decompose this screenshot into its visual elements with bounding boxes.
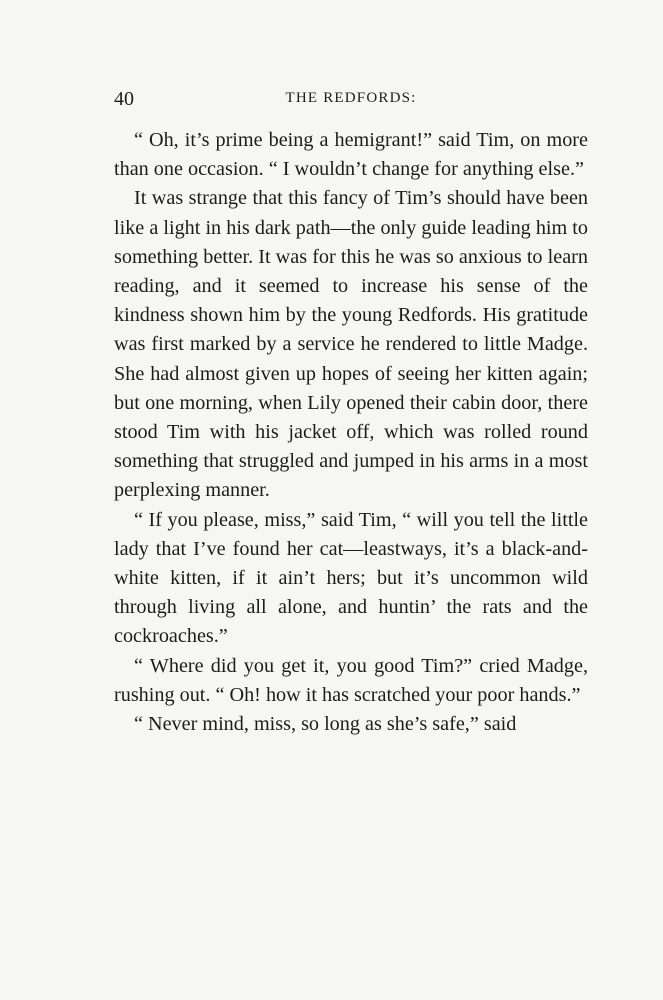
running-title: THE REDFORDS:: [285, 90, 417, 106]
paragraph-2: It was strange that this fancy of Tim’s should have been like a light in his dark path—the only guide leading him to something better. It was for this he was so anxious to learn reading, and it seemed to increase his sense of the kindness shown him by the young Redfords. His gratitude was first marked by a service he rendered to little Madge. She had almost given up hopes of seeing her kitten again; but one morning, when Lily opened their cabin door, there stood Tim with his jacket off, which was rolled round something that struggled and jumped in his arms in a most perplexing manner.: [114, 187, 588, 502]
paragraph-5: “ Never mind, miss, so long as she’s safe,” said: [134, 713, 517, 736]
page-number: 40: [114, 88, 134, 110]
paragraph-4: “ Where did you get it, you good Tim?” cried Madge, rushing out. “ Oh! how it has scratched your poor hands.”: [114, 654, 588, 706]
running-head: [114, 88, 588, 116]
paragraph-3: “ If you please, miss,” said Tim, “ will you tell the little lady that I’ve found her cat—leastways, it’s a black-and-white kitten, if it ain’t hers; but it’s uncommon wild through living all alone, and huntin’ the rats and the cockroaches.”: [114, 508, 588, 648]
paragraph-1: “ Oh, it’s prime being a hemigrant!” said Tim, on more than one occasion. “ I wouldn’t change for anything else.”: [114, 129, 588, 181]
body-text: [114, 126, 588, 739]
